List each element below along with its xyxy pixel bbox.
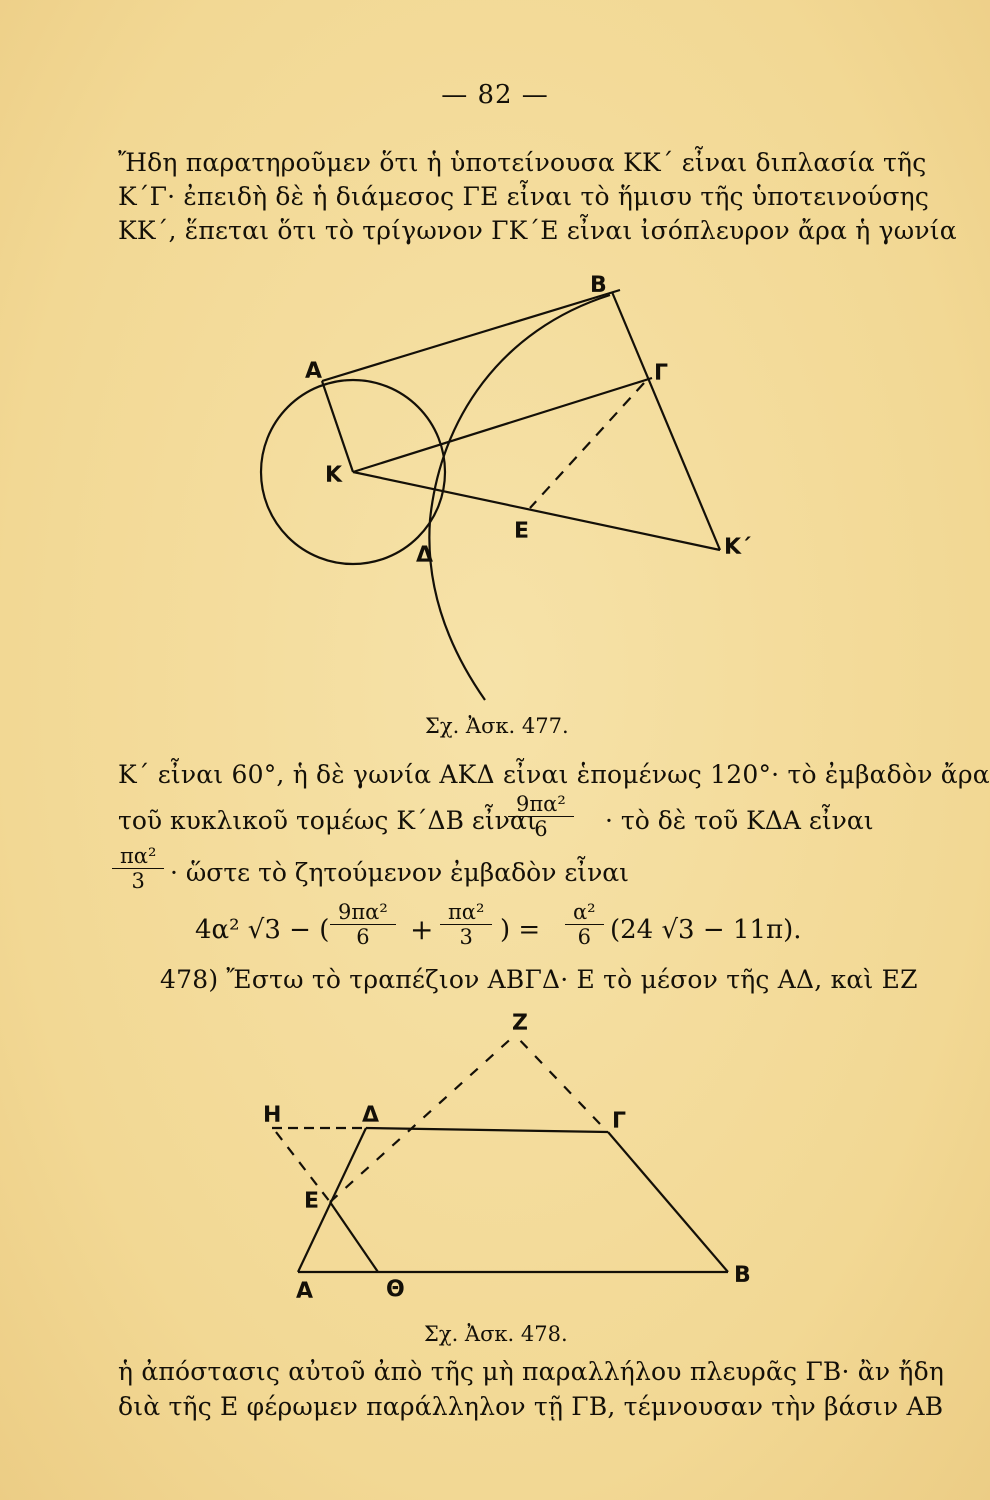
segment-gb (608, 1132, 728, 1272)
label-d: Δ (416, 543, 434, 568)
segment-dg (366, 1128, 608, 1132)
label-z: Ζ (512, 1011, 528, 1036)
label-d: Δ (362, 1103, 380, 1128)
segment-ak (322, 381, 353, 472)
label-h: Η (263, 1103, 282, 1128)
figure-caption-478: Σχ. Ἀσκ. 478. (424, 1322, 568, 1346)
formula-fraction-1: $\frac{\text{9πα²}}{6}$ (330, 900, 396, 949)
text-line: ἡ ἀπόστασις αὐτοῦ ἀπὸ τῆς μὴ παραλλήλου πλευρᾶς ΓΒ· ἂν ἤδη (118, 1357, 945, 1386)
text-line: Ἤδη παρατηροῦμεν ὅτι ἡ ὑποτείνουσα ΚΚ΄ εἶναι διπλασία τῆς (118, 148, 927, 177)
segment-gz-dashed (515, 1035, 600, 1124)
fraction: $\frac{\text{πα²}}{3}$ (112, 844, 164, 893)
label-a: Α (296, 1279, 314, 1304)
exercise-478-heading: 478) Ἔστω τὸ τραπέζιον ΑΒΓΔ· Ε τὸ μέσον τῆς ΑΔ, καὶ ΕΖ (160, 965, 918, 994)
page-number: — 82 — (441, 80, 549, 110)
text-line: διὰ τῆς Ε φέρωμεν παράλληλον τῇ ΓΒ, τέμνουσαν τὴν βάσιν ΑΒ (118, 1392, 944, 1421)
text-line: Κ΄ εἶναι 60°, ἡ δὲ γωνία ΑΚΔ εἶναι ἑπομένως 120°· τὸ ἐμβαδὸν ἄρα (118, 760, 990, 789)
formula-plus: + (410, 913, 434, 946)
label-g: Γ (654, 361, 669, 386)
segment-he-dashed (276, 1132, 330, 1202)
label-theta: Θ (386, 1277, 405, 1302)
segment-kk2 (353, 472, 720, 550)
text-line: · τὸ δὲ τοῦ ΚΔΑ εἶναι (605, 806, 874, 835)
text-line: Κ΄Γ· ἐπειδὴ δὲ ἡ διάμεσος ΓΕ εἶναι τὸ ἥμισυ τῆς ὑποτεινούσης (118, 182, 930, 211)
text-line: τοῦ κυκλικοῦ τομέως Κ΄ΔΒ εἶναι (118, 806, 537, 835)
label-b: Β (734, 1263, 751, 1288)
label-e: Ε (304, 1189, 320, 1214)
formula-tail: (24 √3 − 11π). (610, 915, 802, 945)
fraction: $\frac{\text{9πα²}}{6}$ (508, 792, 574, 841)
label-b: Β (590, 273, 607, 298)
text-line: ΚΚ΄, ἕπεται ὅτι τὸ τρίγωνον ΓΚ΄Ε εἶναι ἰσόπλευρον ἄρα ἡ γωνία (118, 216, 957, 245)
figure-477 (240, 265, 780, 710)
text-line: · ὥστε τὸ ζητούμενον ἐμβαδὸν εἶναι (170, 858, 629, 887)
label-a: Α (305, 359, 323, 384)
label-g: Γ (612, 1109, 627, 1134)
segment-ge-dashed (530, 383, 644, 508)
segment-ez-dashed (330, 1035, 515, 1202)
formula-fraction-3: $\frac{\text{α²}}{6}$ (565, 900, 604, 949)
figure-caption-477: Σχ. Ἀσκ. 477. (425, 714, 569, 738)
formula-equals: ) = (500, 915, 541, 945)
formula-lead: 4α² √3 − ( (195, 915, 330, 945)
formula-fraction-2: $\frac{\text{πα²}}{3}$ (440, 900, 492, 949)
arc-bd (429, 295, 610, 700)
segment-bk2 (612, 292, 720, 550)
label-e: Ε (514, 519, 530, 544)
segment-e-theta (330, 1202, 378, 1272)
segment-ab (322, 290, 620, 381)
label-k-prime: Κ΄ (724, 535, 751, 560)
figure-478 (250, 1005, 790, 1325)
label-k: Κ (325, 463, 343, 488)
